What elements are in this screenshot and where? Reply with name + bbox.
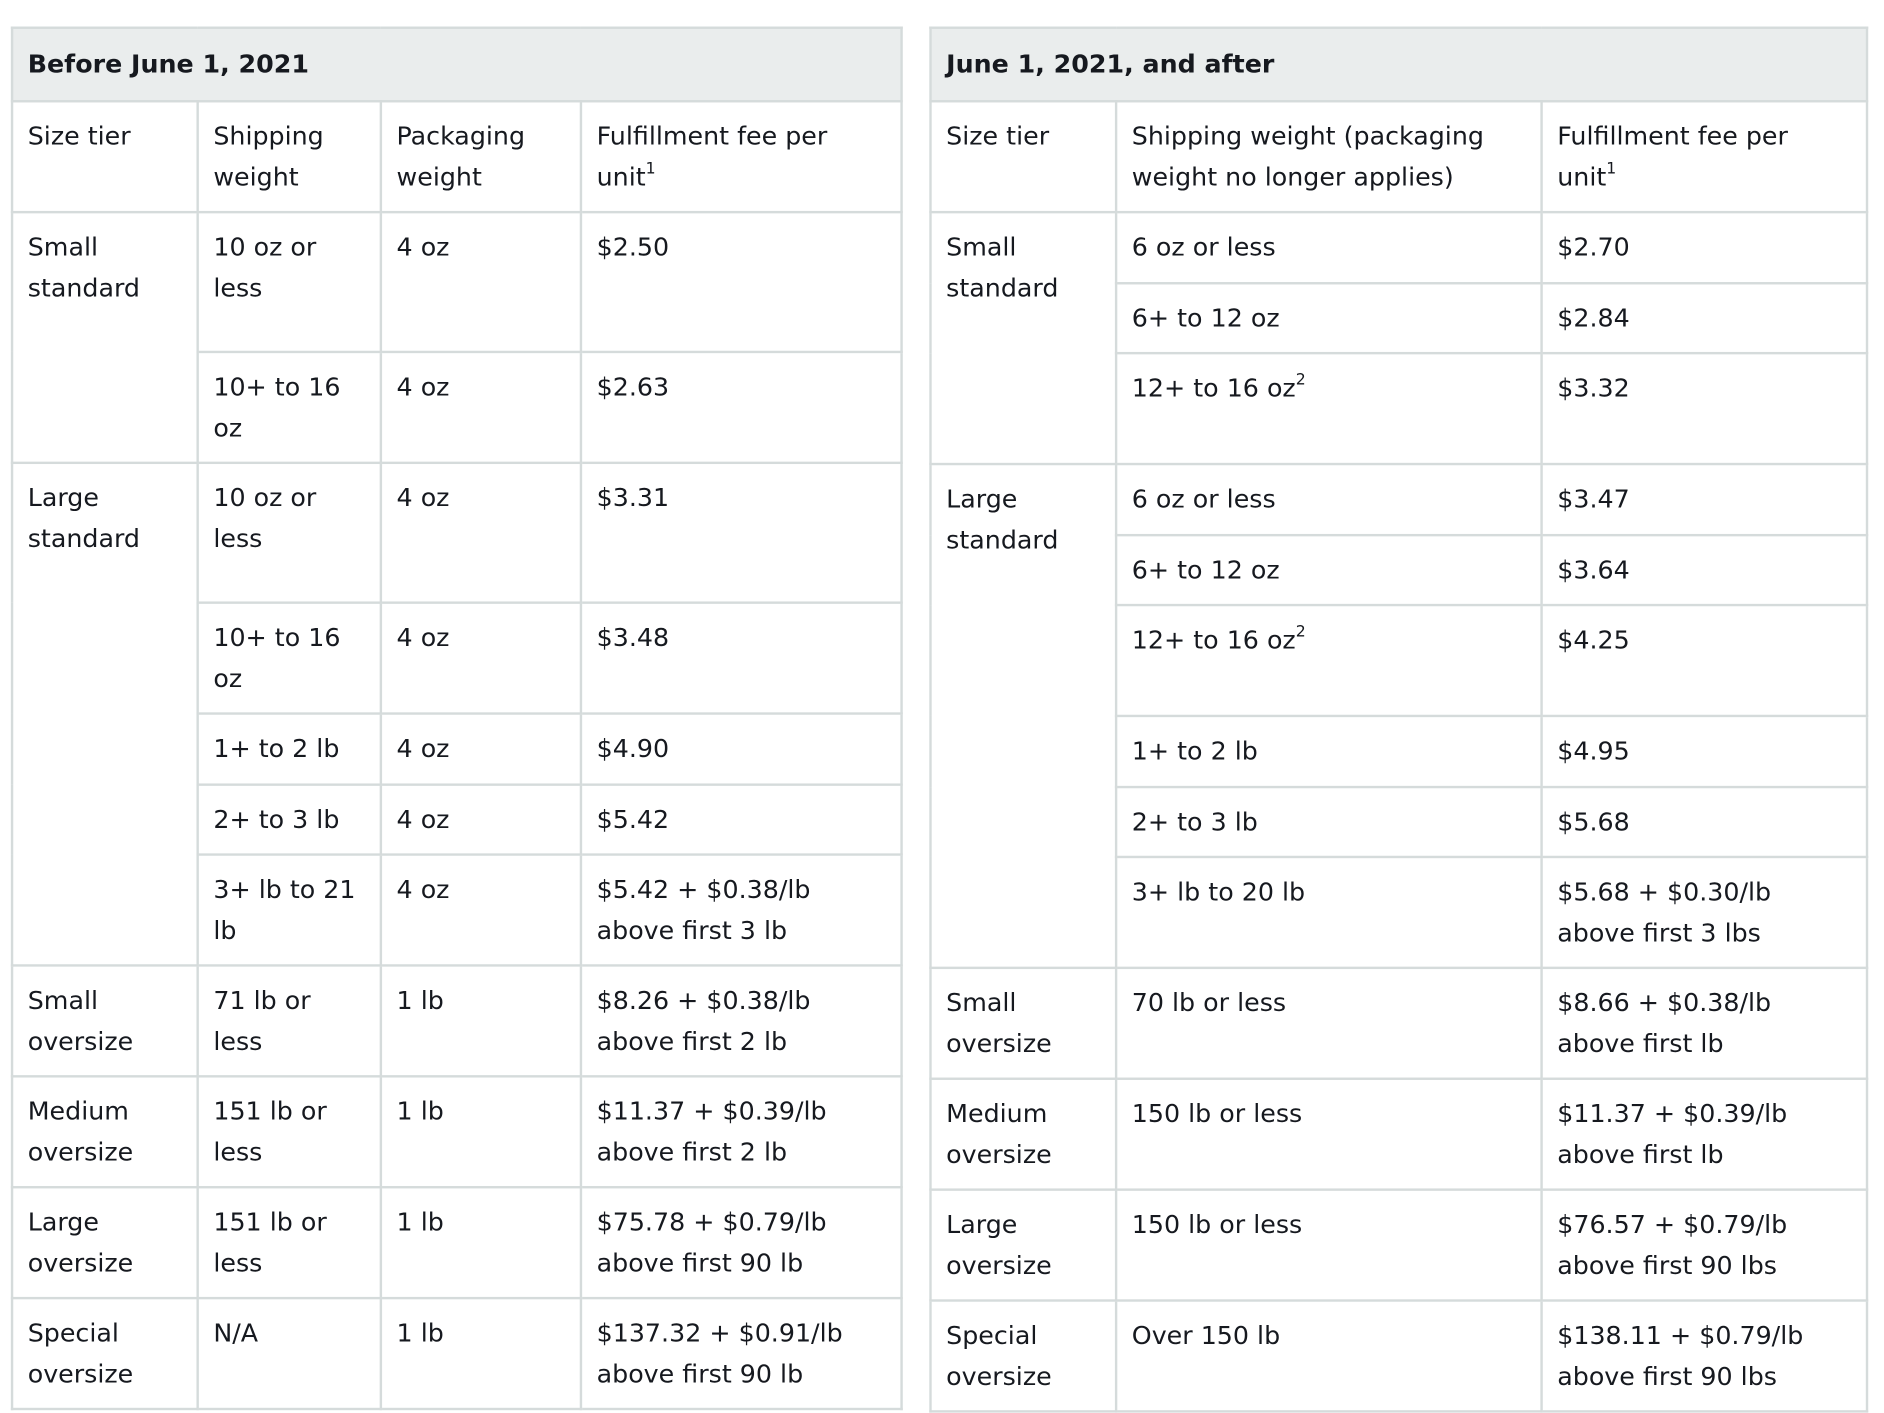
table-row bbox=[930, 212, 1867, 283]
fee-cell: $3.64 bbox=[1542, 535, 1867, 606]
size-tier-cell: Medium oversize bbox=[12, 1076, 198, 1187]
table-row bbox=[12, 463, 902, 603]
fee-cell: $5.42 bbox=[581, 784, 902, 855]
fee-cell: $5.42 + $0.38/lb above first 3 lb bbox=[581, 855, 902, 966]
fee-cell: $4.25 bbox=[1542, 605, 1867, 716]
footnote-marker: 2 bbox=[1295, 371, 1306, 390]
packaging-weight-cell: 4 oz bbox=[381, 463, 581, 603]
column-header-fee bbox=[581, 101, 902, 212]
packaging-weight-cell: 1 lb bbox=[381, 1187, 581, 1298]
shipping-weight-cell: 150 lb or less bbox=[1116, 1079, 1541, 1190]
packaging-weight-cell: 4 oz bbox=[381, 603, 581, 714]
footnote-marker: 2 bbox=[1295, 623, 1306, 642]
size-tier-cell: Special oversize bbox=[12, 1298, 198, 1409]
table-row bbox=[12, 965, 902, 1076]
shipping-weight-cell: 10+ to 16 oz bbox=[198, 603, 381, 714]
fee-cell: $8.66 + $0.38/lb above first lb bbox=[1542, 968, 1867, 1079]
shipping-weight-cell bbox=[1116, 353, 1541, 464]
packaging-weight-cell: 4 oz bbox=[381, 714, 581, 785]
fee-cell: $3.47 bbox=[1542, 464, 1867, 535]
table-row bbox=[930, 1190, 1867, 1301]
column-header-size-tier: Size tier bbox=[930, 101, 1116, 212]
fee-cell: $3.48 bbox=[581, 603, 902, 714]
size-tier-cell: Small standard bbox=[930, 212, 1116, 464]
fee-cell: $3.32 bbox=[1542, 353, 1867, 464]
shipping-weight-label: 12+ to 16 oz bbox=[1131, 373, 1296, 403]
shipping-weight-cell: 6+ to 12 oz bbox=[1116, 535, 1541, 606]
packaging-weight-cell: 1 lb bbox=[381, 965, 581, 1076]
table-row bbox=[930, 1079, 1867, 1190]
column-header-packaging-weight: Packaging weight bbox=[381, 101, 581, 212]
packaging-weight-cell: 4 oz bbox=[381, 855, 581, 966]
fee-cell: $5.68 bbox=[1542, 786, 1867, 857]
shipping-weight-cell: 2+ to 3 lb bbox=[1116, 786, 1541, 857]
shipping-weight-cell: 71 lb or less bbox=[198, 965, 381, 1076]
table-row bbox=[930, 968, 1867, 1079]
group-header-row bbox=[930, 28, 1867, 102]
size-tier-cell: Large standard bbox=[12, 463, 198, 966]
table-row bbox=[930, 1301, 1867, 1412]
column-header-fee bbox=[1542, 101, 1867, 212]
size-tier-cell: Medium oversize bbox=[930, 1079, 1116, 1190]
size-tier-cell: Small oversize bbox=[930, 968, 1116, 1079]
column-header-row bbox=[930, 101, 1867, 212]
group-header-row bbox=[12, 28, 902, 102]
column-header-row bbox=[12, 101, 902, 212]
fee-cell: $2.70 bbox=[1542, 212, 1867, 283]
shipping-weight-cell: 6 oz or less bbox=[1116, 212, 1541, 283]
column-header-size-tier: Size tier bbox=[12, 101, 198, 212]
shipping-weight-label: 12+ to 16 oz bbox=[1131, 625, 1296, 655]
table-row bbox=[930, 464, 1867, 535]
size-tier-cell: Large oversize bbox=[12, 1187, 198, 1298]
fee-cell: $8.26 + $0.38/lb above first 2 lb bbox=[581, 965, 902, 1076]
fee-cell: $4.90 bbox=[581, 714, 902, 785]
column-header-fee-label: Fulfillment fee per unit bbox=[1557, 121, 1788, 192]
fee-cell: $3.31 bbox=[581, 463, 902, 603]
size-tier-cell: Large standard bbox=[930, 464, 1116, 968]
shipping-weight-cell: 150 lb or less bbox=[1116, 1190, 1541, 1301]
column-header-shipping-weight: Shipping weight bbox=[198, 101, 381, 212]
shipping-weight-cell: 10 oz or less bbox=[198, 463, 381, 603]
shipping-weight-cell bbox=[1116, 605, 1541, 716]
group-title: Before June 1, 2021 bbox=[12, 28, 902, 102]
fee-cell: $137.32 + $0.91/lb above first 90 lb bbox=[581, 1298, 902, 1409]
packaging-weight-cell: 1 lb bbox=[381, 1076, 581, 1187]
fee-cell: $2.63 bbox=[581, 352, 902, 463]
fee-cell: $138.11 + $0.79/lb above first 90 lbs bbox=[1542, 1301, 1867, 1412]
table-row bbox=[12, 212, 902, 352]
table-row bbox=[12, 1298, 902, 1409]
footnote-marker: 1 bbox=[1606, 159, 1617, 178]
fee-cell: $5.68 + $0.30/lb above first 3 lbs bbox=[1542, 857, 1867, 968]
shipping-weight-cell: 10 oz or less bbox=[198, 212, 381, 352]
fee-cell: $2.84 bbox=[1542, 283, 1867, 354]
packaging-weight-cell: 4 oz bbox=[381, 212, 581, 352]
shipping-weight-cell: N/A bbox=[198, 1298, 381, 1409]
column-header-fee-label: Fulfillment fee per unit bbox=[596, 121, 828, 192]
fee-cell: $11.37 + $0.39/lb above first lb bbox=[1542, 1079, 1867, 1190]
size-tier-cell: Large oversize bbox=[930, 1190, 1116, 1301]
shipping-weight-cell: 1+ to 2 lb bbox=[198, 714, 381, 785]
shipping-weight-cell: 3+ lb to 20 lb bbox=[1116, 857, 1541, 968]
table-row bbox=[12, 1076, 902, 1187]
footnote-marker: 1 bbox=[645, 159, 656, 178]
fee-cell: $11.37 + $0.39/lb above first 2 lb bbox=[581, 1076, 902, 1187]
size-tier-cell: Small standard bbox=[12, 212, 198, 463]
before-fee-table bbox=[11, 27, 903, 1411]
shipping-weight-cell: 6 oz or less bbox=[1116, 464, 1541, 535]
shipping-weight-cell: Over 150 lb bbox=[1116, 1301, 1541, 1412]
packaging-weight-cell: 4 oz bbox=[381, 784, 581, 855]
shipping-weight-cell: 3+ lb to 21 lb bbox=[198, 855, 381, 966]
size-tier-cell: Special oversize bbox=[930, 1301, 1116, 1412]
shipping-weight-cell: 151 lb or less bbox=[198, 1076, 381, 1187]
shipping-weight-cell: 2+ to 3 lb bbox=[198, 784, 381, 855]
shipping-weight-cell: 6+ to 12 oz bbox=[1116, 283, 1541, 354]
shipping-weight-cell: 70 lb or less bbox=[1116, 968, 1541, 1079]
fee-cell: $75.78 + $0.79/lb above first 90 lb bbox=[581, 1187, 902, 1298]
table-row bbox=[12, 1187, 902, 1298]
after-fee-table bbox=[929, 27, 1868, 1413]
shipping-weight-cell: 10+ to 16 oz bbox=[198, 352, 381, 463]
group-title: June 1, 2021, and after bbox=[930, 28, 1867, 102]
packaging-weight-cell: 1 lb bbox=[381, 1298, 581, 1409]
column-header-shipping-weight: Shipping weight (packaging weight no longer applies) bbox=[1116, 101, 1541, 212]
shipping-weight-cell: 1+ to 2 lb bbox=[1116, 716, 1541, 787]
fee-cell: $76.57 + $0.79/lb above first 90 lbs bbox=[1542, 1190, 1867, 1301]
size-tier-cell: Small oversize bbox=[12, 965, 198, 1076]
fee-cell: $4.95 bbox=[1542, 716, 1867, 787]
fee-cell: $2.50 bbox=[581, 212, 902, 352]
shipping-weight-cell: 151 lb or less bbox=[198, 1187, 381, 1298]
packaging-weight-cell: 4 oz bbox=[381, 352, 581, 463]
